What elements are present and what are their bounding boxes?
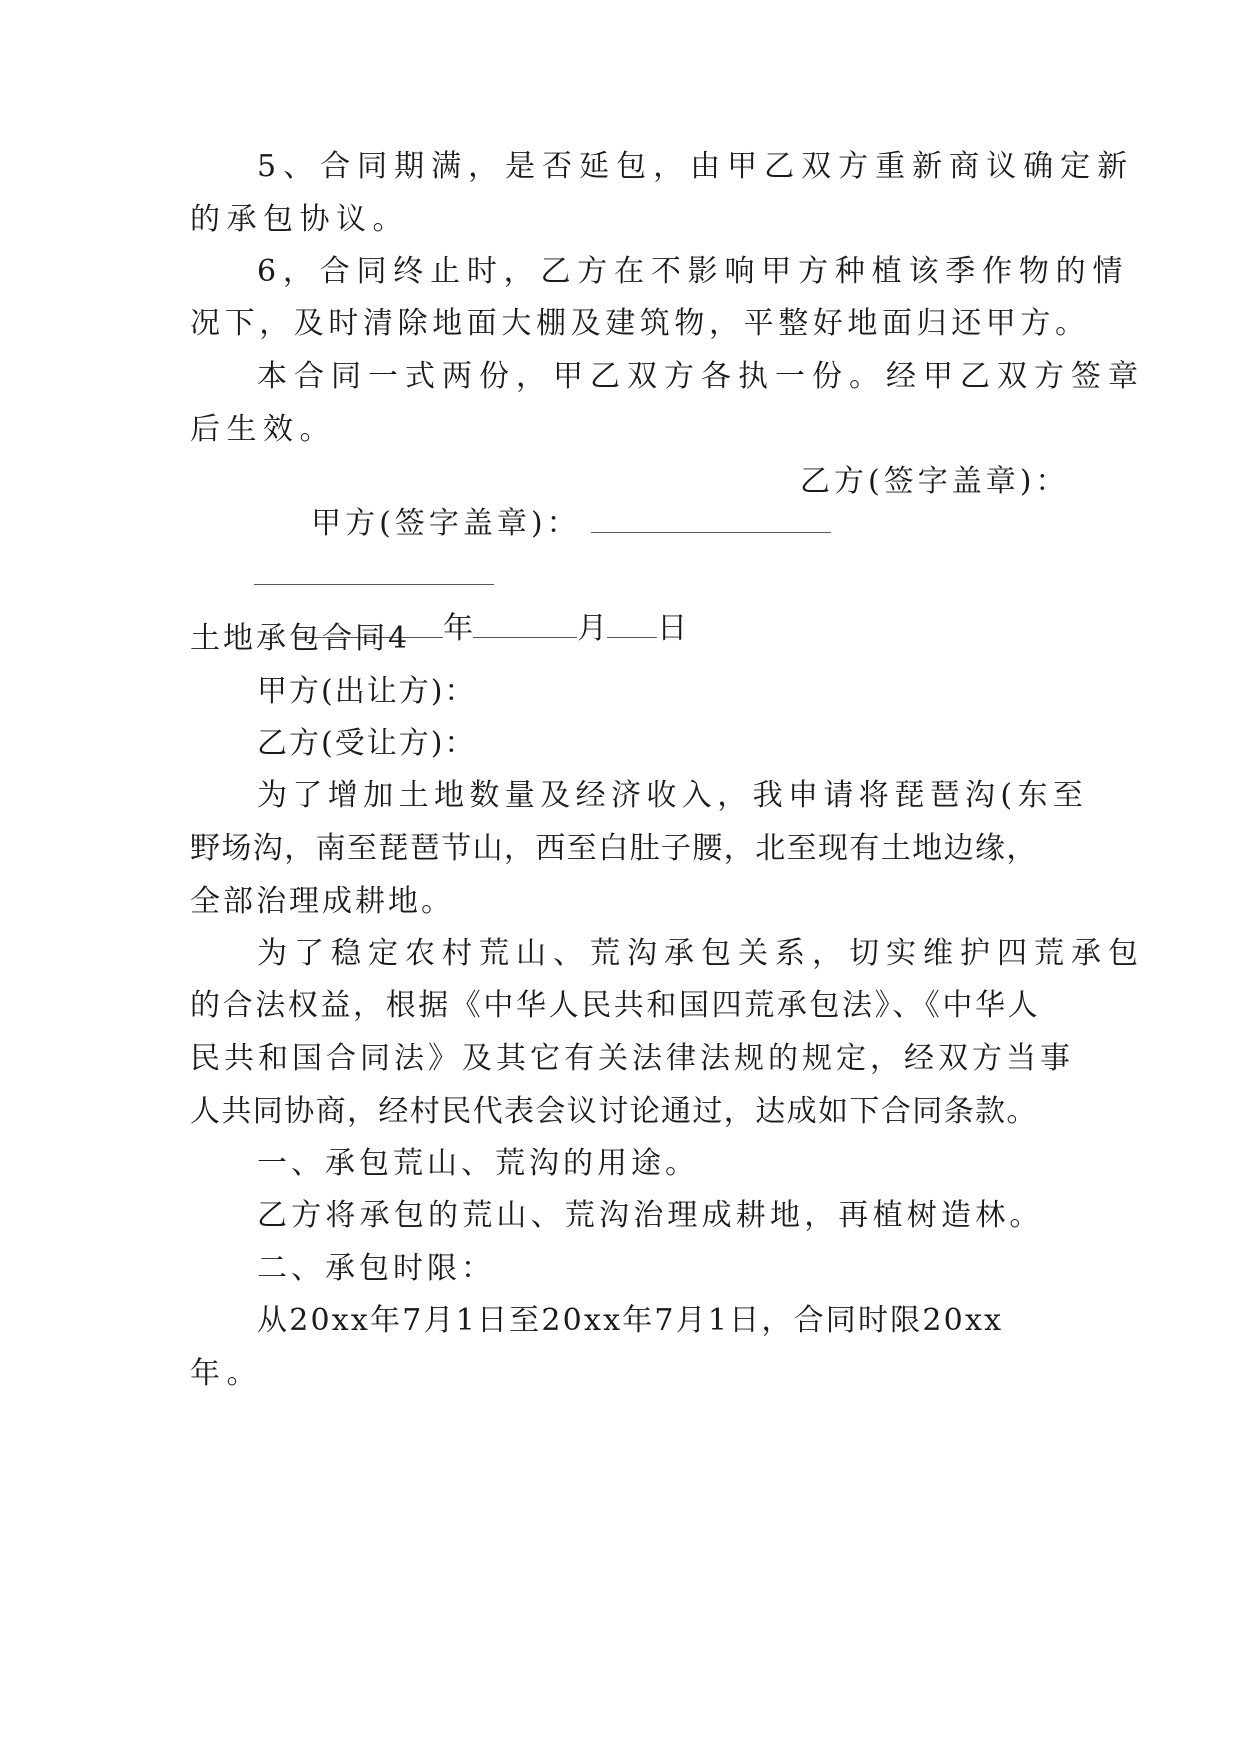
paragraph-line: 乙方将承包的荒山、荒沟治理成耕地，再植树造林。	[257, 1198, 1044, 1233]
clause-heading: 二、承包时限：	[257, 1251, 495, 1286]
month-label: 月	[577, 611, 608, 646]
paragraph-line: 野场沟，南至琵琶节山，西至白肚子腰，北至现有土地边缘，	[190, 831, 1038, 866]
party-a-signature-label: 甲方(签字盖章)：	[311, 506, 581, 541]
party-a-label: 甲方(出让方)：	[257, 674, 477, 709]
paragraph-line: 后生效。	[190, 412, 336, 447]
clause-heading: 一、承包荒山、荒沟的用途。	[257, 1146, 699, 1181]
paragraph-line: 民共和国合同法》及其它有关法律法规的规定，经双方当事	[190, 1041, 1074, 1076]
day-label: 日	[657, 611, 688, 646]
paragraph-line: 本合同一式两份，甲乙双方各执一份。经甲乙双方签章	[257, 359, 1145, 394]
paragraph-line: 况下，及时清除地面大棚及建筑物，平整好地面归还甲方。	[190, 306, 1090, 341]
paragraph-line: 人共同协商，经村民代表会议讨论通过，达成如下合同条款。	[190, 1094, 1038, 1129]
party-b-label: 乙方(受让方)：	[257, 726, 477, 761]
day-blank	[607, 607, 657, 638]
paragraph-line: 为了增加土地数量及经济收入，我申请将琵琶沟(东至	[257, 778, 1089, 813]
paragraph-line: 的承包协议。	[190, 202, 409, 237]
party-a-signature-blank	[591, 502, 831, 533]
paragraph-line: 5、合同期满，是否延包，由甲乙双方重新商议确定新	[257, 149, 1135, 184]
paragraph-line: 从20xx年7月1日至20xx年7月1日，合同时限20xx	[257, 1303, 1004, 1338]
paragraph-line: 6，合同终止时，乙方在不影响甲方种植该季作物的情	[257, 254, 1130, 289]
paragraph-line: 的合法权益，根据《中华人民共和国四荒承包法》、《中华人	[190, 988, 1041, 1023]
section-title: 土地承包合同4	[190, 621, 411, 656]
party-b-signature-label: 乙方(签字盖章)：	[800, 464, 1070, 499]
paragraph-line: 全部治理成耕地。	[190, 884, 454, 919]
year-label: 年	[443, 611, 474, 646]
month-blank	[473, 607, 577, 638]
paragraph-line: 年。	[190, 1356, 263, 1391]
paragraph-line: 为了稳定农村荒山、荒沟承包关系，切实维护四荒承包	[257, 936, 1145, 971]
